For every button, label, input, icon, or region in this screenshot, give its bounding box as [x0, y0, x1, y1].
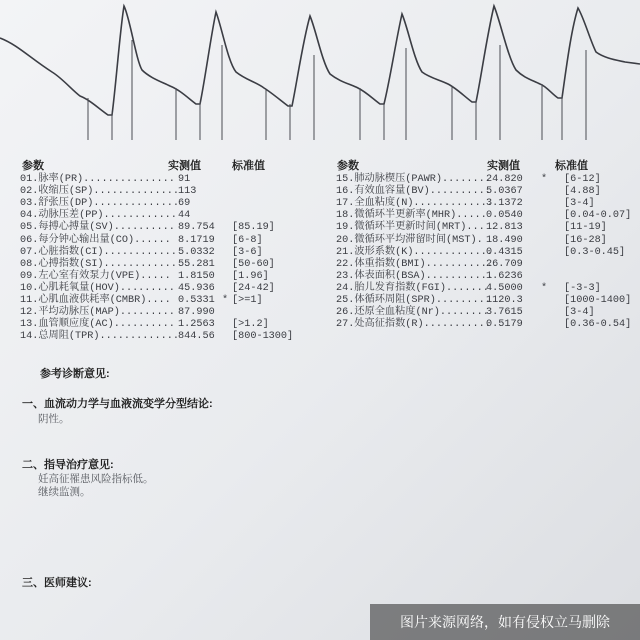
- parameter-value: 5.0332: [178, 246, 215, 258]
- abnormal-mark: *: [222, 295, 229, 306]
- parameter-name: 21.波形系数(K).............: [336, 246, 493, 258]
- parameter-value: 1120.3: [486, 295, 523, 306]
- parameter-standard: [0.3-0.45]: [564, 246, 626, 258]
- parameter-name: 23.体表面积(BSA)...........: [336, 270, 493, 282]
- parameter-value: 69: [178, 198, 191, 210]
- parameter-value: 1.8150: [178, 270, 215, 282]
- parameter-name: 25.体循环周阻(SPR).........: [336, 295, 491, 306]
- parameter-name: 22.体重指数(BMI)...........: [336, 258, 493, 270]
- parameter-standard: [0.36-0.54]: [564, 319, 632, 331]
- left-measured-header: 实测值: [168, 160, 201, 172]
- parameter-standard: [0.04-0.07]: [564, 210, 632, 222]
- section-1-text: 阴性。: [38, 413, 70, 425]
- parameter-name: 06.每分钟心输出量(CO)......: [20, 234, 171, 246]
- parameter-name: 27.处高征指数(R)...........: [336, 319, 491, 331]
- parameter-standard: [6-12]: [564, 174, 601, 185]
- parameter-standard: [4.88]: [564, 186, 601, 198]
- parameter-value: 4.5000: [486, 282, 523, 294]
- parameter-value: 24.820: [486, 174, 523, 185]
- pulse-waveform-chart: [0, 0, 640, 140]
- right-standard-header: 标准值: [555, 160, 588, 172]
- parameter-name: 15.肺动脉楔压(PAWR)........: [336, 174, 491, 185]
- parameter-value: 8.1719: [178, 234, 215, 246]
- right-param-header: 参数: [337, 160, 359, 172]
- parameter-value: 44: [178, 210, 191, 222]
- pulse-wave-trace: [0, 6, 640, 115]
- parameter-standard: [16-28]: [564, 234, 607, 246]
- parameter-standard: [-3-3]: [564, 282, 601, 294]
- parameter-name: 19.微循环半更新时间(MRT)...: [336, 222, 485, 234]
- parameter-standard: [50-60]: [232, 258, 275, 270]
- parameter-value: 87.990: [178, 307, 215, 319]
- parameter-name: 11.心肌血液供耗率(CMBR)....: [20, 295, 171, 306]
- parameter-name: 10.心肌耗氧量(HOV).........: [20, 282, 175, 294]
- section-3-title: 三、医师建议:: [22, 577, 92, 589]
- left-standard-header: 标准值: [232, 160, 265, 172]
- section-2-title: 二、指导治疗意见:: [22, 459, 114, 471]
- parameter-name: 16.有效血容量(BV)..........: [336, 186, 491, 198]
- left-param-header: 参数: [22, 160, 44, 172]
- parameter-name: 01.脉率(PR)...............: [20, 174, 175, 185]
- parameter-value: 0.5331: [178, 295, 215, 306]
- parameter-value: 91: [178, 174, 191, 185]
- parameter-name: 08.心搏指数(SI)............: [20, 258, 177, 270]
- parameter-standard: [3-6]: [232, 246, 263, 258]
- parameter-value: 5.0367: [486, 186, 523, 198]
- parameter-standard: [1000-1400]: [564, 295, 632, 306]
- parameter-standard: [1.96]: [232, 270, 269, 282]
- parameter-value: 3.7615: [486, 307, 523, 319]
- parameter-value: 89.754: [178, 222, 215, 234]
- parameter-name: 09.左心室有效泵力(VPE).....: [20, 270, 171, 282]
- section-1-title: 一、血流动力学与血液流变学分型结论:: [22, 398, 213, 410]
- parameter-name: 13.血管顺应度(AC)..........: [20, 319, 175, 331]
- parameter-standard: [24-42]: [232, 282, 275, 294]
- section-2-line-1: 妊高征罹患风险指标低。: [38, 473, 154, 485]
- parameter-name: 20.微循环平均滞留时间(MST).: [336, 234, 483, 246]
- parameter-name: 24.胎儿发育指数(FGI).......: [336, 282, 489, 294]
- parameter-standard: [11-19]: [564, 222, 607, 234]
- abnormal-mark: *: [541, 174, 548, 185]
- parameter-name: 26.还原全血粘度(Nr)........: [336, 307, 489, 319]
- parameter-value: 1.2563: [178, 319, 215, 331]
- parameter-name: 05.每搏心搏量(SV)..........: [20, 222, 175, 234]
- section-2-line-2: 继续监测。: [38, 486, 91, 498]
- right-parameter-list: [336, 174, 636, 344]
- parameter-standard: [3-4]: [564, 198, 595, 210]
- parameter-name: 02.收缩压(SP)..............: [20, 186, 179, 198]
- parameter-value: 0.5179: [486, 319, 523, 331]
- parameter-standard: [>1.2]: [232, 319, 269, 331]
- parameter-value: 1.6236: [486, 270, 523, 282]
- parameter-value: 0.4315: [486, 246, 523, 258]
- parameter-value: 55.281: [178, 258, 215, 270]
- parameter-value: 45.936: [178, 282, 215, 294]
- parameter-standard: [6-8]: [232, 234, 263, 246]
- parameter-value: 113: [178, 186, 197, 198]
- left-parameter-list: [20, 174, 320, 354]
- parameter-standard: [3-4]: [564, 307, 595, 319]
- parameter-name: 04.动脉压差(PP)............: [20, 210, 177, 222]
- parameter-name: 03.舒张压(DP)..............: [20, 198, 179, 210]
- parameter-value: 12.813: [486, 222, 523, 234]
- diagnosis-title: 参考诊断意见:: [40, 368, 110, 380]
- parameter-value: 0.0540: [486, 210, 523, 222]
- parameter-value: 18.490: [486, 234, 523, 246]
- watermark-banner: 图片来源网络，如有侵权立马删除: [370, 604, 640, 640]
- parameter-value: 26.709: [486, 258, 523, 270]
- parameter-standard: [800-1300]: [232, 331, 294, 343]
- parameter-name: 12.平均动脉压(MAP).........: [20, 307, 175, 319]
- parameter-value: 3.1372: [486, 198, 523, 210]
- right-measured-header: 实测值: [487, 160, 520, 172]
- parameter-name: 18.微循环半更新率(MHR).....: [336, 210, 487, 222]
- parameter-name: 07.心脏指数(CI)............: [20, 246, 177, 258]
- abnormal-mark: *: [541, 282, 548, 294]
- parameter-value: 844.56: [178, 331, 215, 343]
- parameter-standard: [85.19]: [232, 222, 275, 234]
- parameter-name: 17.全血粘度(N).............: [336, 198, 493, 210]
- parameter-standard: [>=1]: [232, 295, 263, 306]
- parameter-name: 14.总周阻(TPR).............: [20, 331, 179, 343]
